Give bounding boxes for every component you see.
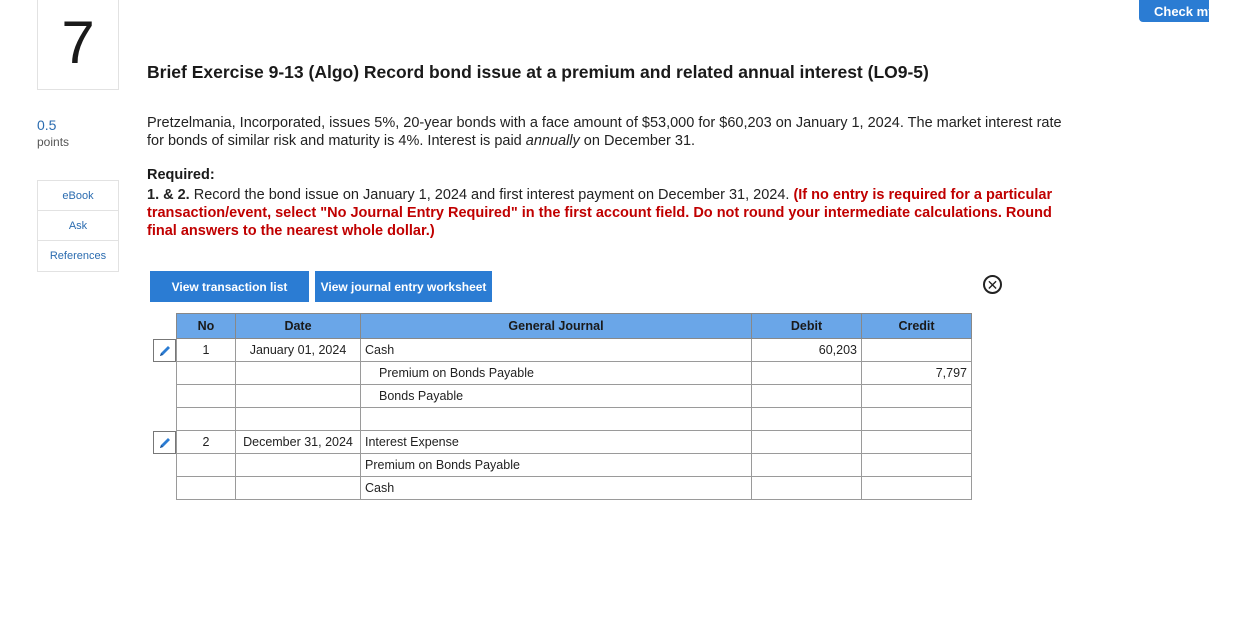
row-date: December 31, 2024	[236, 431, 361, 454]
col-header-debit: Debit	[752, 314, 862, 339]
row-date	[236, 362, 361, 385]
required-text: Record the bond issue on January 1, 2024 and first interest payment on December 31, 2024.	[189, 187, 794, 203]
row-credit[interactable]	[862, 408, 972, 431]
view-journal-entry-worksheet-button[interactable]: View journal entry worksheet	[315, 271, 492, 302]
edit-entry-1-icon[interactable]	[153, 339, 176, 362]
table-row	[177, 431, 972, 454]
row-account[interactable]	[361, 408, 752, 431]
row-credit[interactable]	[862, 385, 972, 408]
view-transaction-list-button[interactable]: View transaction list	[150, 271, 309, 302]
ebook-link[interactable]: eBook	[38, 181, 118, 211]
col-header-date: Date	[236, 314, 361, 339]
required-number: 1. & 2.	[147, 187, 190, 203]
row-date: January 01, 2024	[236, 339, 361, 362]
exercise-prompt	[147, 114, 1077, 150]
table-row	[177, 454, 972, 477]
row-credit[interactable]	[862, 339, 972, 362]
references-link[interactable]: References	[38, 241, 118, 271]
general-journal-table	[176, 313, 972, 500]
edit-entry-2-icon[interactable]	[153, 431, 176, 454]
prompt-text-1: Pretzelmania, Incorporated, issues 5%, 20-year bonds with a face amount of $53,000 for $60,203 on January 1, 2024. The market interest rate for bonds of similar risk and maturity is 4%. Interest is paid	[147, 115, 1062, 149]
row-date	[236, 477, 361, 500]
row-no	[177, 362, 236, 385]
table-row	[177, 408, 972, 431]
resource-links	[37, 180, 119, 272]
row-credit[interactable]	[862, 431, 972, 454]
col-header-account: General Journal	[361, 314, 752, 339]
row-debit[interactable]	[752, 362, 862, 385]
row-account[interactable]: Bonds Payable	[361, 385, 752, 408]
required-note: (If no entry is required for a particular transaction/event, select "No Journal Entry Required" in the first account field. Do not round your intermediate calculations. Round final answers to the nearest whole dollar.)	[147, 187, 1053, 239]
row-account[interactable]: Premium on Bonds Payable	[361, 454, 752, 477]
row-debit[interactable]	[752, 431, 862, 454]
close-icon[interactable]: ✕	[983, 275, 1002, 294]
row-debit[interactable]: 60,203	[752, 339, 862, 362]
row-debit[interactable]	[752, 408, 862, 431]
exercise-title: Brief Exercise 9-13 (Algo) Record bond issue at a premium and related annual interest (LO9-5)	[147, 62, 929, 82]
required-instructions	[147, 186, 1057, 240]
row-credit[interactable]	[862, 477, 972, 500]
check-my-work-button[interactable]: Check my work	[1139, 0, 1209, 22]
points-value: 0.5	[37, 117, 57, 133]
row-no	[177, 477, 236, 500]
row-no	[177, 408, 236, 431]
question-number-box	[37, 0, 119, 90]
row-no: 1	[177, 339, 236, 362]
ask-link[interactable]: Ask	[38, 211, 118, 241]
journal-header-row	[177, 314, 972, 339]
row-date	[236, 454, 361, 477]
table-row	[177, 339, 972, 362]
row-account[interactable]: Premium on Bonds Payable	[361, 362, 752, 385]
row-credit[interactable]: 7,797	[862, 362, 972, 385]
row-debit[interactable]	[752, 477, 862, 500]
col-header-no: No	[177, 314, 236, 339]
required-heading: Required:	[147, 167, 215, 183]
prompt-text-2: on December 31.	[579, 133, 696, 149]
row-no: 2	[177, 431, 236, 454]
row-debit[interactable]	[752, 385, 862, 408]
table-row	[177, 385, 972, 408]
col-header-credit: Credit	[862, 314, 972, 339]
row-credit[interactable]	[862, 454, 972, 477]
row-date	[236, 385, 361, 408]
points-label: points	[37, 135, 70, 149]
pencil-icon	[158, 344, 172, 358]
table-row	[177, 477, 972, 500]
pencil-icon	[158, 436, 172, 450]
question-number: 7	[61, 8, 95, 76]
row-account[interactable]: Cash	[361, 339, 752, 362]
row-debit[interactable]	[752, 454, 862, 477]
row-account[interactable]: Interest Expense	[361, 431, 752, 454]
table-row	[177, 362, 972, 385]
row-no	[177, 385, 236, 408]
row-date	[236, 408, 361, 431]
prompt-emphasis: annually	[525, 133, 580, 149]
row-account[interactable]: Cash	[361, 477, 752, 500]
row-no	[177, 454, 236, 477]
